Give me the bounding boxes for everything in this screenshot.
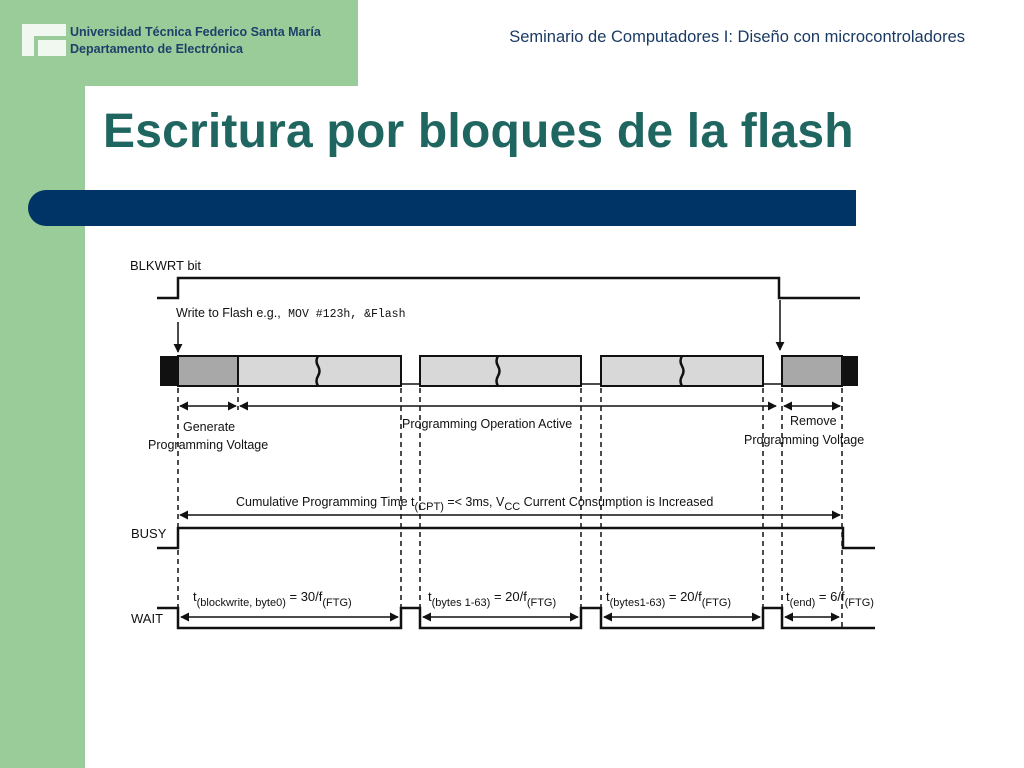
timing-label-2: $t_{(bytes 1-63)} = 20/f_{(FTG)}$ (428, 589, 557, 609)
signal-label-busy: BUSY (131, 526, 167, 541)
university-name: Universidad Técnica Federico Santa María (70, 25, 321, 39)
wait-waveform (157, 608, 875, 628)
write-to-flash-label: Write to Flash e.g., MOV #123h, &Flash (176, 306, 406, 321)
generate-label-1: Generate (183, 420, 236, 434)
remove-label-1: Remove (790, 414, 837, 428)
busy-waveform (157, 528, 875, 548)
timing-label-4: $t_{(end)} = 6/f_{(FTG)}$ (786, 589, 874, 609)
signal-label-blkwrt: BLKWRT bit (130, 258, 202, 273)
generate-label-2: Programming Voltage (148, 438, 269, 452)
slide-title: Escritura por bloques de la flash (103, 105, 854, 158)
programming-bus (160, 356, 858, 386)
timing-label-3: $t_{(bytes1-63)} = 20/f_{(FTG)}$ (606, 589, 732, 609)
prog-active-label: Programming Operation Active (402, 417, 573, 431)
department-name: Departamento de Electrónica (70, 42, 243, 56)
blkwrt-waveform (157, 278, 860, 298)
seminar-title: Seminario de Computadores I: Diseño con microcontroladores (509, 28, 965, 46)
timing-label-1: $t_{(blockwrite, byte0)} = 30/f_{(FTG)}$ (193, 589, 352, 609)
remove-label-2: Programming Voltage (744, 433, 865, 447)
signal-label-wait: WAIT (131, 611, 164, 626)
cumulative-label: Cumulative Programming Time t(CPT) =< 3ms, VCC Current Consumption is Increased (236, 495, 714, 513)
